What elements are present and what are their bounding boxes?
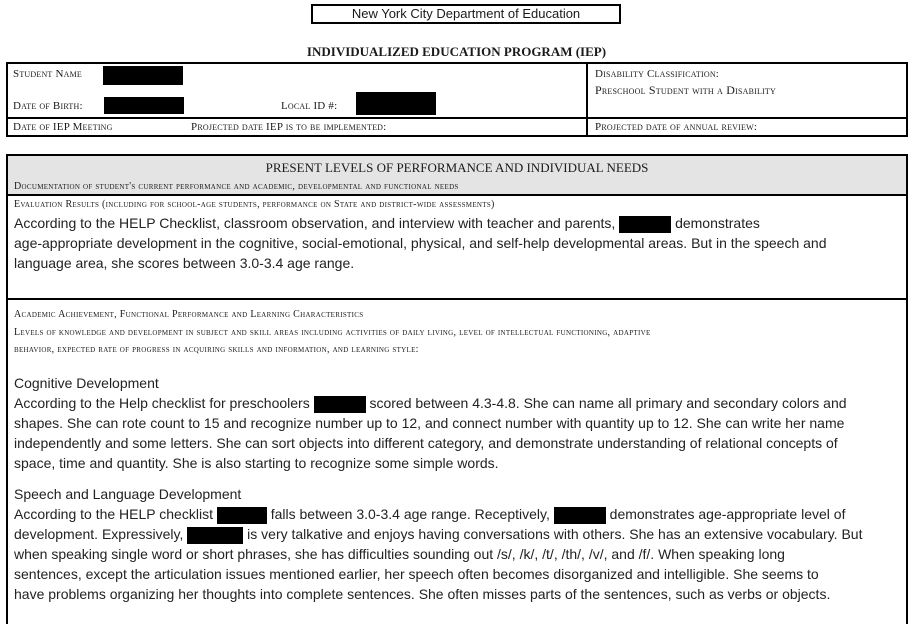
student-info-table	[6, 62, 908, 137]
text-line	[14, 393, 847, 413]
projected-implementation-date-label: Projected date IEP is to be implemented:	[191, 121, 387, 133]
evaluation-results-heading: Evaluation Results (including for school-age students, performance on State and district-wide assessments)	[14, 199, 495, 210]
text-span: falls between 3.0-3.4 age range. Receptively,	[270, 506, 550, 522]
text-span: development. Expressively,	[14, 526, 184, 542]
column-divider	[586, 64, 588, 135]
present-levels-section	[6, 154, 908, 624]
text-line: shapes. She can rote count to 15 and recognize number up to 12, and connect number with quantity up to 12. She can write her name	[14, 415, 845, 431]
local-id-label: Local ID #:	[281, 100, 338, 112]
text-line: independently and some letters. She can sort objects into different category, and demonstrate understanding of relational concepts of	[14, 435, 838, 451]
text-span: According to the HELP Checklist, classroom observation, and interview with teacher and parents,	[14, 215, 616, 231]
text-span: scored between 4.3-4.8. She can name all primary and secondary colors and	[369, 395, 847, 411]
date-of-birth-label: Date of Birth:	[13, 100, 83, 112]
student-name-label: Student Name	[13, 68, 82, 80]
academic-achievement-description-line2: behavior, expected rate of progress in acquiring skills and information, and learning style:	[14, 344, 419, 355]
text-span: demonstrates age-appropriate level of	[609, 506, 846, 522]
text-line	[14, 213, 827, 233]
text-span: demonstrates	[675, 215, 760, 231]
text-line: age-appropriate development in the cognitive, social-emotional, physical, and self-help developmental areas. But in the speech and	[14, 235, 827, 251]
agency-header-box	[311, 4, 621, 24]
text-line: when speaking single word or short phrases, she has difficulties sounding out /s/, /k/, /t/, /th/, /v/, and /f/. When speaking long	[14, 546, 785, 562]
speech-language-block	[14, 484, 862, 604]
academic-achievement-description-line1: Levels of knowledge and development in subject and skill areas including activities of daily living, level of intellectual functioning, adaptive	[14, 327, 651, 338]
redacted-student-name	[554, 507, 606, 524]
text-line	[14, 524, 862, 544]
document-title: INDIVIDUALIZED EDUCATION PROGRAM (IEP)	[306, 44, 607, 59]
speech-language-heading: Speech and Language Development	[14, 486, 242, 502]
row-divider	[8, 117, 906, 119]
disability-classification-label: Disability Classification:	[595, 68, 720, 80]
cognitive-development-heading: Cognitive Development	[14, 375, 159, 391]
present-levels-description: Documentation of student's current performance and academic, developmental and functional needs	[14, 181, 459, 192]
section-divider	[8, 298, 906, 300]
text-span: is very talkative and enjoys having conversations with others. She has an extensive vocabulary. But	[247, 526, 863, 542]
cognitive-development-block	[14, 373, 847, 473]
text-line: have problems organizing her thoughts into complete sentences. She often misses parts of the sentences, such as verbs or objects.	[14, 586, 831, 602]
text-line	[14, 504, 862, 524]
redacted-student-name	[103, 66, 183, 85]
present-levels-title: PRESENT LEVELS OF PERFORMANCE AND INDIVIDUAL NEEDS	[265, 160, 649, 175]
redacted-local-id	[356, 92, 436, 115]
evaluation-results-text	[14, 213, 827, 273]
text-span: According to the Help checklist for preschoolers	[14, 395, 310, 411]
redacted-student-name	[314, 396, 366, 413]
text-span: According to the HELP checklist	[14, 506, 213, 522]
text-line: language area, she scores between 3.0-3.4 age range.	[14, 255, 355, 271]
text-line: sentences, except the articulation issues mentioned earlier, her speech often becomes disorganized and intelligible. She seems to	[14, 566, 819, 582]
present-levels-header	[8, 156, 906, 196]
redacted-date-of-birth	[104, 97, 184, 114]
agency-name: New York City Department of Education	[351, 6, 581, 21]
text-line: space, time and quantity. She is also starting to recognize some simple words.	[14, 455, 499, 471]
iep-meeting-date-label: Date of IEP Meeting	[13, 121, 113, 133]
redacted-student-name	[619, 216, 671, 233]
disability-classification-value: Preschool Student with a Disability	[595, 83, 776, 97]
redacted-student-name	[187, 527, 243, 544]
academic-achievement-heading: Academic Achievement, Functional Performance and Learning Characteristics	[14, 309, 364, 320]
redacted-student-name	[217, 507, 267, 524]
projected-annual-review-date-label: Projected date of annual review:	[595, 121, 758, 133]
